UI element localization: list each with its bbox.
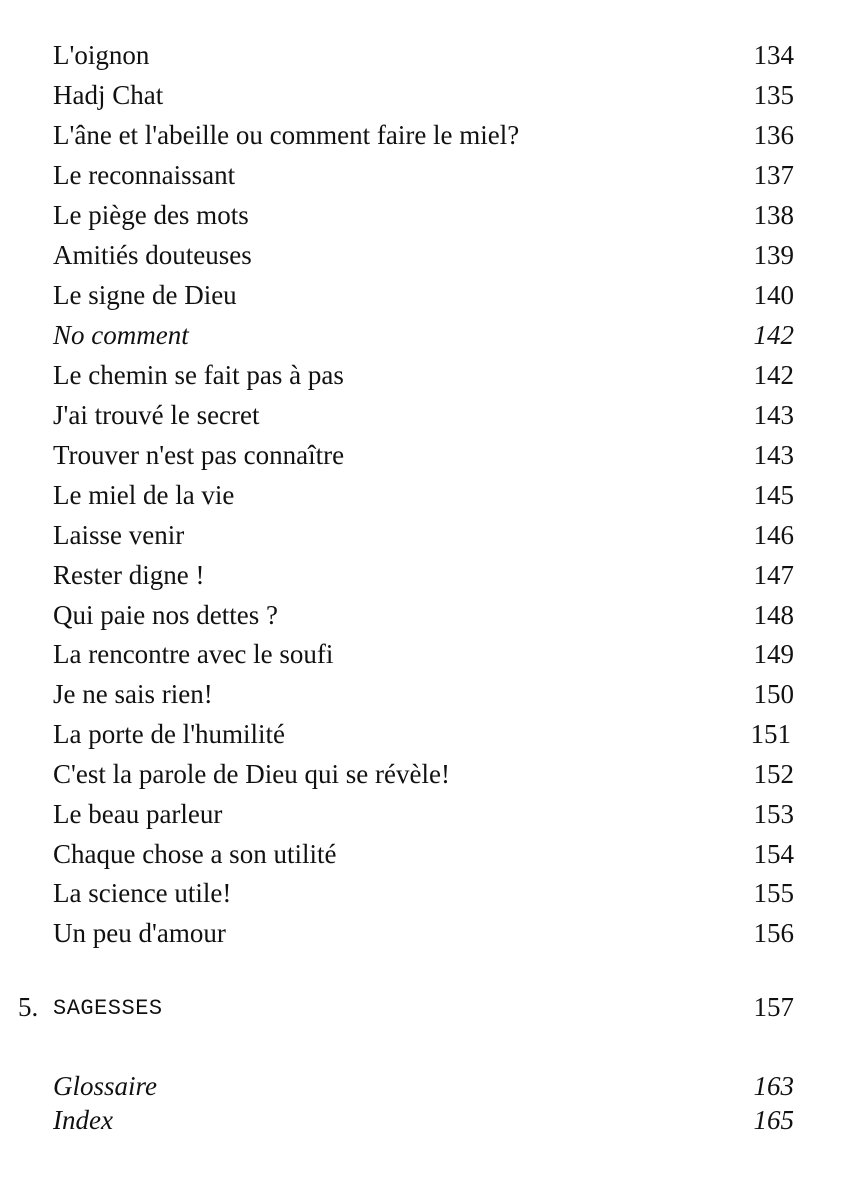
entry-page: 139	[753, 240, 794, 270]
entry-page: 137	[753, 160, 794, 190]
section-title: SAGESSES	[53, 996, 163, 1021]
entry-page: 165	[753, 1105, 794, 1135]
entry-page: 142	[753, 360, 794, 390]
entry-title: Chaque chose a son utilité	[53, 839, 337, 869]
entry-title: Index	[53, 1105, 113, 1135]
entry-title: Trouver n'est pas connaître	[53, 440, 345, 470]
entry-page: 156	[753, 918, 794, 948]
toc-entry	[53, 479, 794, 511]
appendix-entry	[53, 1104, 794, 1136]
entry-title: Hadj Chat	[53, 80, 164, 110]
toc-entry	[53, 39, 794, 71]
entry-title: No comment	[53, 320, 189, 350]
toc-entry	[53, 79, 794, 111]
entry-title: L'oignon	[53, 40, 150, 70]
toc-entry	[53, 877, 794, 909]
entry-title: Je ne sais rien!	[53, 679, 213, 709]
entry-title: Glossaire	[53, 1071, 158, 1101]
toc-entry	[53, 559, 794, 591]
toc-entry	[53, 199, 794, 231]
toc-entry	[53, 798, 794, 830]
entry-page: 149	[753, 639, 794, 669]
entry-page: 163	[753, 1071, 794, 1101]
appendix-entry	[53, 1070, 794, 1102]
toc-entry	[53, 119, 794, 151]
entry-title: La porte de l'humilité	[53, 719, 286, 749]
entry-title: J'ai trouvé le secret	[53, 400, 260, 430]
toc-entry	[53, 439, 794, 471]
entry-page: 146	[753, 520, 794, 550]
toc-entry	[53, 678, 794, 710]
entry-page: 140	[753, 280, 794, 310]
entry-page: 152	[753, 759, 794, 789]
toc-entry	[53, 758, 794, 790]
entry-page: 143	[753, 400, 794, 430]
entry-page: 147	[753, 560, 794, 590]
toc-entry	[53, 838, 794, 870]
toc-entry	[53, 359, 794, 391]
toc-entry	[53, 319, 794, 351]
section-page: 157	[753, 992, 794, 1022]
entry-title: Le signe de Dieu	[53, 280, 237, 310]
toc-entry	[53, 159, 794, 191]
entry-page: 134	[753, 40, 794, 70]
entry-title: La science utile!	[53, 878, 232, 908]
entry-title: Qui paie nos dettes ?	[53, 600, 278, 630]
entry-title: Le piège des mots	[53, 200, 249, 230]
toc-entry	[53, 638, 794, 670]
section-number: 5.	[18, 992, 39, 1022]
entry-title: Le reconnaissant	[53, 160, 236, 190]
entry-title: Le chemin se fait pas à pas	[53, 360, 344, 390]
entry-title: Le beau parleur	[53, 799, 223, 829]
entry-page: 142	[753, 320, 794, 350]
entry-page: 153	[753, 799, 794, 829]
entry-page: 150	[753, 679, 794, 709]
entry-title: La rencontre avec le soufi	[53, 639, 334, 669]
entry-title: Un peu d'amour	[53, 918, 226, 948]
toc-entry	[53, 399, 794, 431]
entry-page: 155	[753, 878, 794, 908]
entry-title: L'âne et l'abeille ou comment faire le miel?	[53, 120, 520, 150]
toc-entry	[53, 519, 794, 551]
section-heading	[18, 990, 794, 1024]
toc-entry	[53, 718, 794, 750]
entry-page: 151	[750, 719, 791, 749]
entry-title: Amitiés douteuses	[53, 240, 252, 270]
toc-entry	[53, 239, 794, 271]
entry-page: 138	[753, 200, 794, 230]
entry-page: 145	[753, 480, 794, 510]
toc-entry	[53, 917, 794, 949]
toc-entry	[53, 279, 794, 311]
entry-title: Rester digne !	[53, 560, 205, 590]
entry-page: 154	[753, 839, 794, 869]
entry-page: 143	[753, 440, 794, 470]
entry-page: 148	[753, 600, 794, 630]
entry-title: Laisse venir	[53, 520, 185, 550]
entry-title: Le miel de la vie	[53, 480, 235, 510]
toc-entry	[53, 599, 794, 631]
entry-title: C'est la parole de Dieu qui se révèle!	[53, 759, 450, 789]
entry-page: 135	[753, 80, 794, 110]
entry-page: 136	[753, 120, 794, 150]
